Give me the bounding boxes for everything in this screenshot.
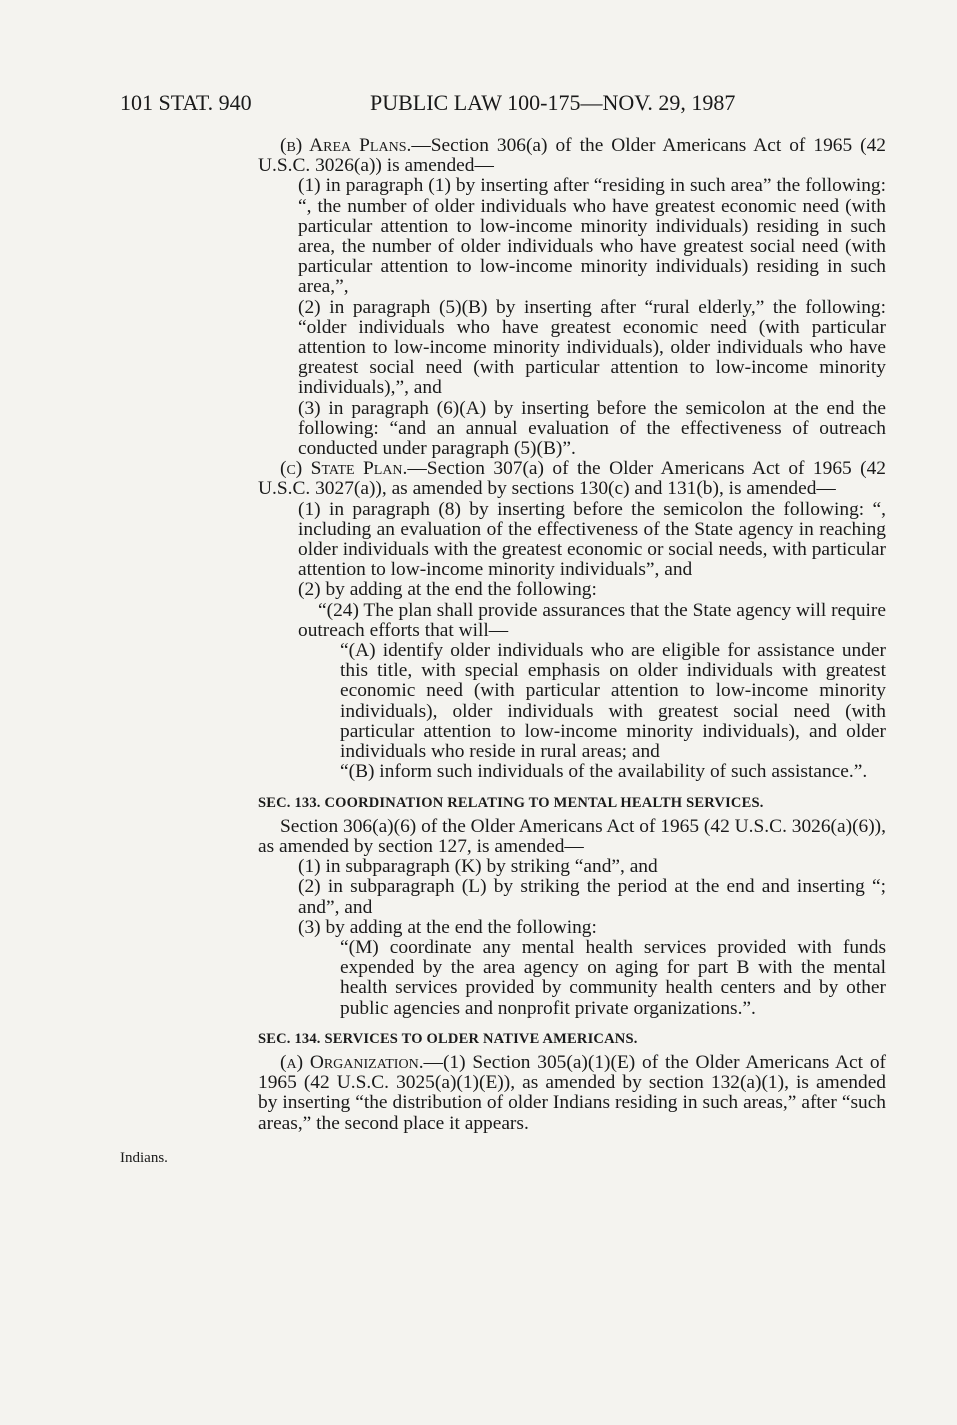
- c-item-1: (1) in paragraph (8) by inserting before the semicolon the following: “, including an evaluation of the effectiveness of the State agency in reaching older individuals with the greatest economic or social needs, with particular attention to low-income minority individuals”, and: [298, 498, 886, 581]
- c-quote-24: “(24) The plan shall provide assurances that the State agency will require outreach efforts that will—: [298, 599, 886, 641]
- document-body: [258, 136, 886, 1134]
- subsection-c: [258, 459, 886, 499]
- section-134-a-text: —(1) Section 305(a)(1)(E) of the Older Americans Act of 1965 (42 U.S.C. 3025(a)(1)(E)), as amended by section 132(a)(1), is amended by inserting “the distribution of older Indians residing in such areas,” after “such areas,” the second place it appears.: [258, 1051, 886, 1134]
- section-134-heading: SEC. 134. SERVICES TO OLDER NATIVE AMERICANS.: [258, 1030, 638, 1047]
- section-133-heading: SEC. 133. COORDINATION RELATING TO MENTAL HEALTH SERVICES.: [258, 794, 764, 811]
- sec133-item-2: (2) in subparagraph (L) by striking the period at the end and inserting “; and”, and: [298, 876, 886, 918]
- section-133-text: Section 306(a)(6) of the Older Americans Act of 1965 (42 U.S.C. 3026(a)(6)), as amended by section 127, is amended—: [258, 815, 886, 857]
- margin-note: Indians.: [120, 1150, 168, 1166]
- public-law-title: PUBLIC LAW 100-175—NOV. 29, 1987: [370, 90, 736, 115]
- b-item-3: (3) in paragraph (6)(A) by inserting before the semicolon at the end the following: “and an annual evaluation of the effectiveness of outreach conducted under paragraph (5)(B)”.: [298, 397, 886, 460]
- sec133-item-1: (1) in subparagraph (K) by striking “and”, and: [298, 856, 658, 878]
- b-item-1: (1) in paragraph (1) by inserting after “residing in such area” the following: “, the number of older individuals who have greatest economic need (with particular attention to low-income minority individuals) residing in such area, the number of older individuals who have greatest social need (with particular attention to low-income minority individuals) residing in such area,”,: [298, 175, 886, 298]
- subsection-b-heading: (b) Area Plans.: [280, 135, 412, 156]
- c-item-2: (2) by adding at the end the following:: [298, 579, 597, 601]
- subsection-c-text: —Section 307(a) of the Older Americans Act of 1965 (42 U.S.C. 3027(a)), as amended by sections 130(c) and 131(b), is amended—: [258, 458, 886, 500]
- subsection-c-heading: (c) State Plan.: [280, 458, 408, 480]
- section-134-a: [258, 1053, 886, 1134]
- sec133-item-3: (3) by adding at the end the following:: [298, 916, 597, 938]
- subsection-b-text: —Section 306(a) of the Older Americans Act of 1965 (42 U.S.C. 3026(a)) is amended—: [258, 135, 886, 177]
- statute-page-number: 101 STAT. 940: [120, 90, 252, 115]
- c-quote-b: “(B) inform such individuals of the availability of such assistance.”.: [340, 761, 868, 783]
- section-134-a-heading: (a) Organization.: [280, 1051, 424, 1073]
- sec133-quote-m: “(M) coordinate any mental health services provided with funds expended by the area agency on aging for part B with the mental health services provided by community health centers and by other public agencies and nonprofit private organizations.”.: [340, 936, 886, 1019]
- subsection-b: [258, 136, 886, 176]
- b-item-2: (2) in paragraph (5)(B) by inserting after “rural elderly,” the following: “older individuals who have greatest economic need (with particular attention to low-income minority individuals), older individuals who have greatest social need (with particular attention to low-income minority individuals),”, and: [298, 296, 886, 399]
- c-quote-a: “(A) identify older individuals who are eligible for assistance under this title, with special emphasis on older individuals with greatest economic need (with particular attention to low-income minority individuals), older individuals with greatest social need (with particular attention to low-income minority individuals), and older individuals who reside in rural areas; and: [340, 640, 886, 763]
